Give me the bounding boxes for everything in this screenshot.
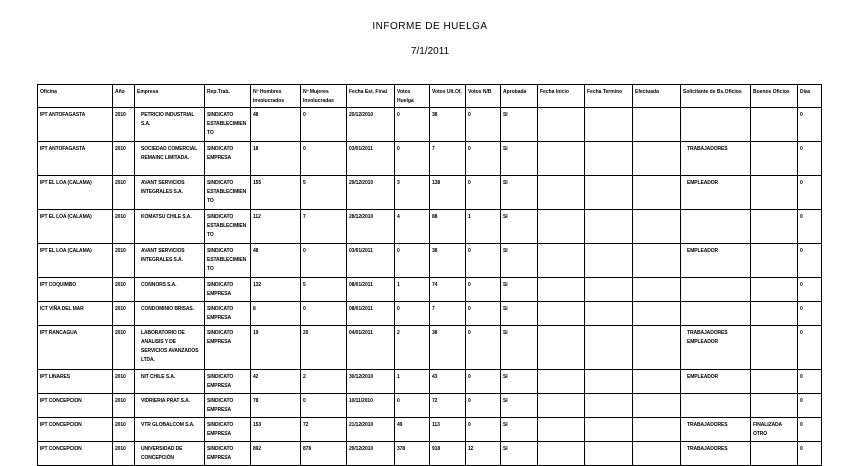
cell-efectuada [633,326,681,370]
cell-rep-trab: SINDICATO EMPRESA [205,302,251,326]
column-header-empresa: Empresa [135,85,205,108]
cell-fecha-termino [585,370,633,394]
cell-votos-nb: 0 [466,278,501,302]
cell-votos-nb: 0 [466,370,501,394]
cell-buenos-oficios [751,278,798,302]
cell-buenos-oficios [751,442,798,466]
cell-aprobada: SI [501,210,538,244]
cell-votos-nb: 0 [466,176,501,210]
cell-fecha-inicio [538,442,585,466]
cell-fecha-termino [585,394,633,418]
cell-fecha-inicio [538,176,585,210]
table-row [38,108,822,142]
cell-oficina: IPT CONCEPCION [38,442,113,466]
cell-fecha-termino [585,278,633,302]
cell-solicitante: TRABAJADORES [681,418,751,442]
cell-fecha-est-final: 10/11/2010 [347,394,395,418]
cell-fecha-inicio [538,370,585,394]
cell-aprobada: SI [501,418,538,442]
table-row [38,326,822,370]
cell-rep-trab: SINDICATO EMPRESA [205,326,251,370]
cell-anio: 2010 [113,442,135,466]
cell-fecha-est-final: 29/12/2010 [347,176,395,210]
cell-fecha-inicio [538,418,585,442]
table-row [38,142,822,176]
cell-fecha-inicio [538,142,585,176]
cell-votos-ult-of: 43 [430,370,466,394]
strike-report-table [37,84,822,466]
cell-oficina: IPT EL LOA (CALAMA) [38,176,113,210]
cell-votos-ult-of: 138 [430,176,466,210]
cell-dias: 0 [798,370,822,394]
cell-empresa: NIT CHILE S.A. [135,370,205,394]
cell-mujeres: 7 [301,210,347,244]
cell-empresa: CONDOMINIO BRISAS. [135,302,205,326]
cell-votos-huelga: 0 [395,302,430,326]
cell-buenos-oficios [751,108,798,142]
cell-solicitante [681,210,751,244]
cell-hombres: 78 [251,394,301,418]
cell-votos-nb: 1 [466,210,501,244]
cell-votos-ult-of: 38 [430,108,466,142]
table-row [38,418,822,442]
cell-mujeres: 0 [301,394,347,418]
table-row [38,176,822,210]
cell-mujeres: 5 [301,176,347,210]
cell-solicitante [681,278,751,302]
cell-votos-huelga: 49 [395,418,430,442]
cell-fecha-termino [585,142,633,176]
cell-hombres: 48 [251,108,301,142]
cell-dias: 0 [798,108,822,142]
cell-fecha-est-final: 21/12/2010 [347,418,395,442]
cell-dias: 0 [798,176,822,210]
column-header-votos-nb: Votos N/B [466,85,501,108]
column-header-votos-ult-of: Votos Ult.Of. [430,85,466,108]
cell-fecha-est-final: 29/12/2010 [347,442,395,466]
cell-anio: 2010 [113,176,135,210]
cell-votos-ult-of: 113 [430,418,466,442]
cell-solicitante [681,108,751,142]
cell-empresa: PETRICIO INDUSTRIAL S.A. [135,108,205,142]
cell-mujeres: 0 [301,302,347,326]
cell-oficina: IPT ANTOFAGASTA [38,142,113,176]
cell-rep-trab: SINDICATO ESTABLECIMIENTO [205,108,251,142]
cell-hombres: 155 [251,176,301,210]
cell-empresa: AVANT SERVICIOS INTEGRALES S.A. [135,176,205,210]
cell-votos-nb: 0 [466,394,501,418]
cell-anio: 2010 [113,278,135,302]
cell-hombres: 112 [251,210,301,244]
cell-empresa: VTR GLOBALCOM S.A. [135,418,205,442]
cell-anio: 2010 [113,142,135,176]
cell-fecha-inicio [538,394,585,418]
cell-efectuada [633,442,681,466]
cell-fecha-est-final: 28/12/2010 [347,210,395,244]
cell-solicitante: TRABAJADORES [681,142,751,176]
cell-aprobada: SI [501,394,538,418]
column-header-rep-trab: Rep.Trab. [205,85,251,108]
cell-fecha-est-final: 03/01/2011 [347,244,395,278]
column-header-buenos-oficios: Buenos Oficios [751,85,798,108]
cell-mujeres: 0 [301,108,347,142]
column-header-fecha-inicio: Fecha Inicio [538,85,585,108]
cell-empresa: CONNORS S.A. [135,278,205,302]
cell-solicitante: EMPLEADOR [681,176,751,210]
report-date: 7/1/2011 [410,46,450,57]
cell-votos-huelga: 2 [395,326,430,370]
cell-oficina: IPT CONCEPCION [38,394,113,418]
cell-aprobada: SI [501,278,538,302]
cell-fecha-inicio [538,278,585,302]
cell-efectuada [633,108,681,142]
cell-anio: 2010 [113,394,135,418]
cell-votos-nb: 0 [466,108,501,142]
cell-votos-nb: 0 [466,326,501,370]
cell-efectuada [633,394,681,418]
cell-anio: 2010 [113,210,135,244]
table-row [38,244,822,278]
cell-empresa: AVANT SERVICIOS INTEGRALES S.A. [135,244,205,278]
cell-rep-trab: SINDICATO EMPRESA [205,370,251,394]
cell-efectuada [633,244,681,278]
cell-aprobada: SI [501,302,538,326]
cell-anio: 2010 [113,326,135,370]
cell-mujeres: 20 [301,326,347,370]
cell-solicitante [681,394,751,418]
cell-anio: 2010 [113,302,135,326]
cell-oficina: IPT EL LOA (CALAMA) [38,210,113,244]
cell-votos-huelga: 1 [395,370,430,394]
cell-oficina: IPT CONCEPCION [38,418,113,442]
cell-fecha-termino [585,210,633,244]
cell-fecha-inicio [538,210,585,244]
cell-fecha-termino [585,442,633,466]
cell-empresa: LABORATORIO DE ANALISIS Y DE SERVICIOS AVANZADOS LTDA. [135,326,205,370]
cell-fecha-inicio [538,244,585,278]
cell-votos-ult-of: 72 [430,394,466,418]
cell-votos-huelga: 0 [395,394,430,418]
cell-rep-trab: SINDICATO EMPRESA [205,418,251,442]
table-row [38,370,822,394]
table-row [38,442,822,466]
cell-solicitante: TRABAJADORES EMPLEADOR [681,326,751,370]
cell-solicitante: EMPLEADOR [681,244,751,278]
cell-efectuada [633,176,681,210]
cell-anio: 2010 [113,418,135,442]
cell-mujeres: 72 [301,418,347,442]
cell-fecha-termino [585,302,633,326]
cell-mujeres: 878 [301,442,347,466]
cell-buenos-oficios [751,370,798,394]
cell-dias: 0 [798,394,822,418]
cell-rep-trab: SINDICATO EMPRESA [205,142,251,176]
cell-votos-ult-of: 38 [430,244,466,278]
cell-fecha-inicio [538,108,585,142]
cell-fecha-termino [585,244,633,278]
cell-anio: 2010 [113,244,135,278]
column-header-votos-huelga: Votos Huelga [395,85,430,108]
cell-aprobada: SI [501,108,538,142]
cell-anio: 2010 [113,370,135,394]
cell-votos-nb: 0 [466,418,501,442]
column-header-mujeres: Nº Mujeres Involucradas [301,85,347,108]
cell-fecha-est-final: 30/12/2010 [347,370,395,394]
cell-solicitante [681,302,751,326]
column-header-anio: Año [113,85,135,108]
cell-efectuada [633,370,681,394]
cell-rep-trab: SINDICATO ESTABLECIMIENTO [205,176,251,210]
cell-efectuada [633,278,681,302]
cell-votos-ult-of: 38 [430,326,466,370]
table-row [38,210,822,244]
cell-fecha-termino [585,326,633,370]
cell-aprobada: SI [501,244,538,278]
cell-empresa: UNIVERSIDAD DE CONCEPCIÓN [135,442,205,466]
table-body [38,108,822,466]
cell-mujeres: 2 [301,370,347,394]
cell-fecha-termino [585,176,633,210]
cell-buenos-oficios [751,244,798,278]
cell-hombres: 8 [251,302,301,326]
cell-rep-trab: SINDICATO EMPRESA [205,278,251,302]
cell-hombres: 42 [251,370,301,394]
cell-dias: 0 [798,302,822,326]
cell-buenos-oficios: FINALIZADA OTRO [751,418,798,442]
report-title: INFORME DE HUELGA [372,21,488,32]
cell-votos-ult-of: 7 [430,142,466,176]
column-header-oficina: Oficina [38,85,113,108]
cell-votos-huelga: 4 [395,210,430,244]
cell-votos-huelga: 0 [395,244,430,278]
cell-efectuada [633,210,681,244]
cell-votos-nb: 0 [466,244,501,278]
cell-hombres: 19 [251,326,301,370]
cell-buenos-oficios [751,142,798,176]
cell-votos-ult-of: 918 [430,442,466,466]
cell-votos-huelga: 378 [395,442,430,466]
cell-votos-huelga: 1 [395,278,430,302]
cell-buenos-oficios [751,176,798,210]
cell-oficina: IPT LINARES [38,370,113,394]
cell-efectuada [633,418,681,442]
cell-empresa: VIDRIERIA PRAT S.A. [135,394,205,418]
cell-fecha-termino [585,418,633,442]
cell-solicitante: TRABAJADORES [681,442,751,466]
cell-oficina: IPT COQUIMBO [38,278,113,302]
cell-fecha-termino [585,108,633,142]
cell-mujeres: 0 [301,142,347,176]
column-header-efectuada: Efectuada [633,85,681,108]
cell-hombres: 153 [251,418,301,442]
cell-votos-nb: 12 [466,442,501,466]
cell-aprobada: SI [501,142,538,176]
cell-efectuada [633,302,681,326]
cell-dias: 0 [798,142,822,176]
column-header-hombres: Nº Hombres Involucrados [251,85,301,108]
cell-hombres: 132 [251,278,301,302]
cell-efectuada [633,142,681,176]
cell-oficina: IPT RANCAGUA [38,326,113,370]
cell-dias: 0 [798,442,822,466]
cell-buenos-oficios [751,210,798,244]
cell-hombres: 892 [251,442,301,466]
cell-votos-nb: 0 [466,302,501,326]
cell-oficina: IPT EL LOA (CALAMA) [38,244,113,278]
cell-votos-huelga: 0 [395,108,430,142]
cell-solicitante: EMPLEADOR [681,370,751,394]
cell-votos-huelga: 0 [395,142,430,176]
cell-votos-ult-of: 7 [430,302,466,326]
cell-fecha-est-final: 20/12/2010 [347,108,395,142]
cell-votos-nb: 0 [466,142,501,176]
column-header-solicitante: Solicitante de Bs.Oficios [681,85,751,108]
cell-aprobada: SI [501,326,538,370]
cell-hombres: 18 [251,142,301,176]
cell-rep-trab: SINDICATO EMPRESA [205,442,251,466]
cell-rep-trab: SINDICATO EMPRESA [205,394,251,418]
cell-buenos-oficios [751,302,798,326]
table-row [38,278,822,302]
cell-buenos-oficios [751,394,798,418]
table-row [38,302,822,326]
cell-fecha-est-final: 08/01/2011 [347,278,395,302]
cell-fecha-est-final: 08/01/2011 [347,302,395,326]
column-header-dias: Días [798,85,822,108]
cell-fecha-inicio [538,326,585,370]
cell-aprobada: SI [501,370,538,394]
cell-buenos-oficios [751,326,798,370]
cell-empresa: KOMATSU CHILE S.A. [135,210,205,244]
cell-votos-huelga: 3 [395,176,430,210]
cell-oficina: IPT ANTOFAGASTA [38,108,113,142]
cell-rep-trab: SINDICATO ESTABLECIMIENTO [205,244,251,278]
cell-fecha-est-final: 03/01/2011 [347,142,395,176]
cell-aprobada: SI [501,176,538,210]
cell-dias: 0 [798,278,822,302]
cell-mujeres: 5 [301,278,347,302]
cell-fecha-inicio [538,302,585,326]
column-header-fecha-est-final: Fecha Est. Final [347,85,395,108]
cell-dias: 0 [798,210,822,244]
table-row [38,394,822,418]
cell-dias: 0 [798,418,822,442]
cell-anio: 2010 [113,108,135,142]
cell-fecha-est-final: 04/01/2011 [347,326,395,370]
cell-mujeres: 0 [301,244,347,278]
cell-aprobada: SI [501,442,538,466]
cell-votos-ult-of: 88 [430,210,466,244]
table-header-row [38,85,822,108]
cell-oficina: ICT VIÑA DEL MAR [38,302,113,326]
column-header-fecha-termino: Fecha Termino [585,85,633,108]
cell-hombres: 48 [251,244,301,278]
cell-dias: 0 [798,244,822,278]
cell-rep-trab: SINDICATO ESTABLECIMIENTO [205,210,251,244]
cell-empresa: SOCIEDAD COMERCIAL REMAINC LIMITADA. [135,142,205,176]
cell-dias: 0 [798,326,822,370]
column-header-aprobada: Aprobada [501,85,538,108]
cell-votos-ult-of: 74 [430,278,466,302]
